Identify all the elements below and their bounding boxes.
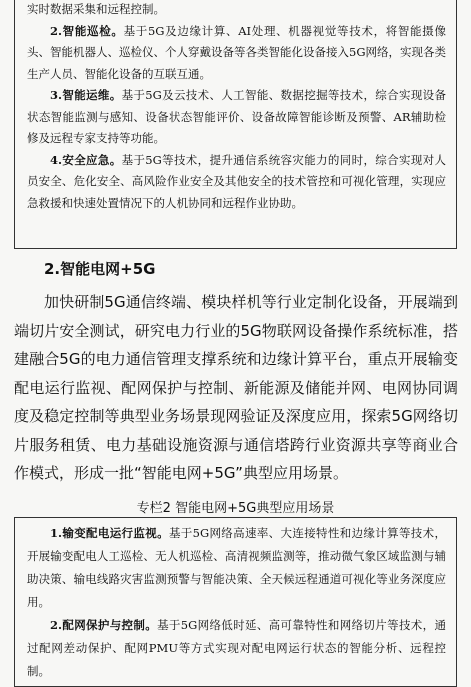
item-title: 1.输变配电运行监视。: [50, 526, 169, 540]
info-box-top: [14, 0, 457, 249]
column-caption: 专栏2 智能电网+5G典型应用场景: [136, 501, 335, 516]
item-text: 基于5G及边缘计算、AI处理、机器视觉等技术，将智能摄像头、智能机器人、巡检仪、个人穿戴设备等各类智能化设备接入5G网络，实现各类生产人员、智能化设备的互联互通。: [27, 23, 446, 81]
item-title: 2.智能巡检。: [50, 23, 124, 38]
box-item-smart-inspection: [27, 21, 446, 86]
item-text: 基于5G网络低时延、高可靠特性和网络切片等技术，通过配网差动保护、配网PMU等方式实现对配电网运行状态的智能分析、远程控制。: [27, 618, 446, 678]
item-text: 基于5G网络高速率、大连接特性和边缘计算等技术，开展输变配电人工巡检、无人机巡检、高清视频监测等，推动微气象区域监测与辅助决策、输电线路灾害监测预警与智能决策、全天候远程通道可视化等业务深度应用。: [27, 526, 446, 609]
item-title: 4.安全应急。: [50, 152, 122, 167]
box-item-monitoring: [27, 522, 446, 614]
item-title: 3.智能运维。: [50, 88, 122, 102]
item-text: 基于5G等技术，提升通信系统容灾能力的同时，综合实现对人员安全、危化安全、高风险作业安全及其他安全的技术管控和可视化管理，实现应急救援和快速处置情况下的人机协同和远程作业协助。: [27, 152, 447, 210]
section-heading: 2.智能电网+5G: [44, 260, 156, 278]
box-item-protection-control: [27, 614, 446, 683]
section-body: [14, 288, 458, 488]
box-item-safety-emergency: [27, 150, 446, 215]
box-item-smart-maintenance: [27, 85, 446, 150]
item-text: 基于5G及云技术、人工智能、数据挖掘等技术，综合实现设备状态智能监测与感知、设备状态智能评价、设备故障智能诊断及预警、AR辅助检修及远程专家支持等功能。: [27, 88, 447, 145]
box-intro-line: 实时数据采集和远程控制。: [27, 2, 165, 16]
item-title: 2.配网保护与控制。: [50, 618, 158, 632]
section-paragraph: 加快研制5G通信终端、模块样机等行业定制化设备，开展端到端切片安全测试，研究电力行业的5G物联网设备操作系统标准，搭建融合5G的电力通信管理支撑系统和边缘计算平台，重点开展输变配电运行监视、配网保护与控制、新能源及储能并网、电网协同调度及稳定控制等典型业务场景现网验证及深度应用，探索5G网络切片服务租赁、电力基础设施资源与通信塔跨行业资源共享等商业合作模式，形成一批“智能电网+5G”典型应用场景。: [14, 293, 458, 482]
info-box-bottom: [14, 517, 457, 687]
